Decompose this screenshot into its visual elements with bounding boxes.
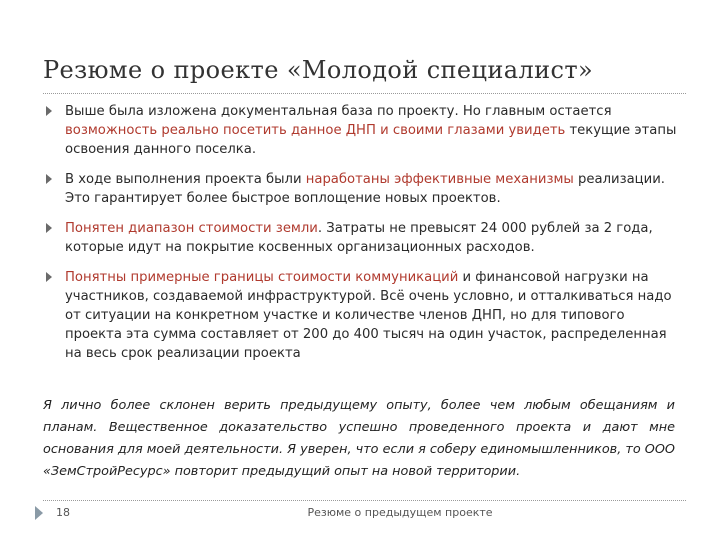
highlighted-text: наработаны эффективные механизмы <box>305 172 574 187</box>
slide-number: 18 <box>56 506 70 519</box>
bullet-text: текущие этапы освоения данного поселка. <box>65 123 677 157</box>
bullet-text: и финансовой нагрузки на участников, создаваемой инфраструктурой. Всё очень условно, и отталкиваться надо от ситуации на конкретном участке и количестве членов ДНП, но для типового проекта эта сумма составляет от 200 до 400 тысяч на один участок, распределенная на весь срок реализации проекта <box>65 270 672 361</box>
title-divider <box>43 93 686 94</box>
bullet-text: . Затраты не превысят 24 000 рублей за 2 года, которые идут на покрытие косвенных организационных расходов. <box>65 221 653 255</box>
bullet-text: В ходе выполнения проекта были <box>65 172 306 187</box>
bullet-item <box>43 102 683 159</box>
highlighted-text: Понятны примерные границы стоимости коммуникаций <box>65 270 459 285</box>
footer-divider <box>43 500 686 501</box>
bullet-arrow-icon <box>46 106 52 116</box>
bullet-text: реализации. Это гарантирует более быстрое воплощение новых проектов. <box>65 172 665 206</box>
bullet-arrow-icon <box>46 223 52 233</box>
footer-text: Резюме о предыдущем проекте <box>307 506 493 519</box>
bullet-text: Выше была изложена документальная база по проекту. Но главным остается <box>65 104 612 119</box>
highlighted-text: возможность реально посетить данное ДНП и своими глазами увидеть <box>65 123 566 138</box>
bullet-arrow-icon <box>46 174 52 184</box>
bullet-item <box>43 170 683 208</box>
bullet-item <box>43 268 683 363</box>
slide-marker-icon <box>35 506 43 520</box>
conclusion-paragraph: Я лично более склонен верить предыдущему опыту, более чем любым обещаниям и планам. Вещественное доказательство успешно проведенного проекта и дают мне основания для моей деятельности. Я уверен, что если я соберу единомышленников, то ООО «ЗемСтройРесурс» повторит предыдущий опыт на новой территории. <box>43 398 675 479</box>
highlighted-text: Понятен диапазон стоимости земли <box>65 221 318 236</box>
bullet-list <box>43 102 683 363</box>
slide-title: Резюме о проекте «Молодой специалист» <box>43 56 594 84</box>
bullet-arrow-icon <box>46 272 52 282</box>
bullet-item <box>43 219 683 257</box>
